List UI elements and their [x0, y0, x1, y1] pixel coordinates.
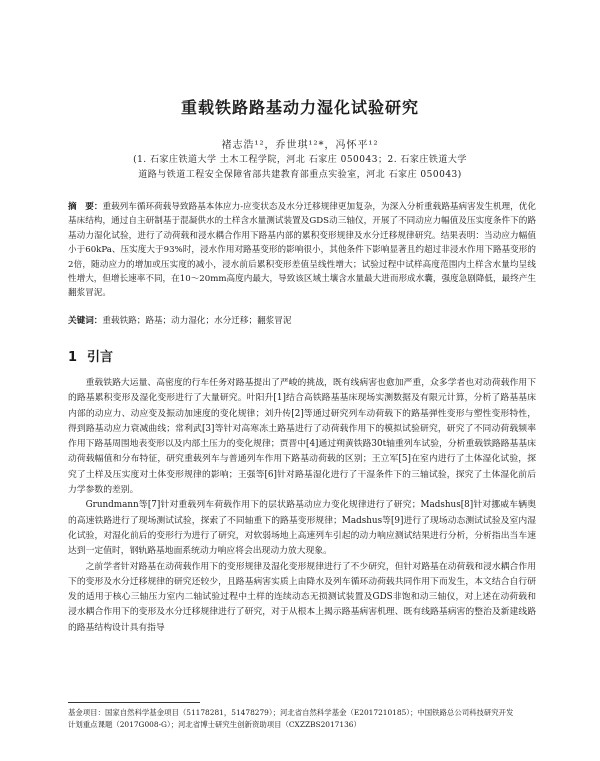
keywords-text: 重载铁路；路基；动力湿化；水分迁移；翻浆冒泥 [102, 316, 292, 326]
footnote-line-2: 计划重点课题（2017G008-G）；河北省博士研究生创新资助项目（CXZZBS2017136） [68, 719, 361, 729]
abstract-text: 重载列车循环荷载导致路基本体应力-应变状态及水分迁移规律更加复杂，为深入分析重载路基病害发生机理，优化基床结构，通过自主研制基于混凝供水的土样含水量测试装置及GDS动三轴仪，开展了不同动应力幅值及压实度条件下的路基动力湿化试验，进行了动荷载和浸水耦合作用下路基内部的累积变形规律及水分迁移规律研究。结果表明：当动应力幅值小于60kPa、压实度大于93%时，浸水作用对路基变形的影响很小，其他条件下影响显著且约超过非浸水作用下路基变形的2倍，随动应力的增加或压实度的减小，浸水前后累积变形差值呈线性增大；试验过程中试样高度范围内土样含水量均呈线性增大，但增长速率不同，在10～20mm高度内最大，导致该区域土壤含水量最大进而形成水囊，强度急剧降低，最终产生翻浆冒泥。 [68, 202, 536, 299]
section-title: 引言 [87, 350, 114, 365]
body-paragraph-1: 重载铁路大运量、高密度的行车任务对路基提出了严峻的挑战，既有线病害也愈加严重，众多学者也对动荷载作用下的路基累积变形及湿化变形进行了大量研究。叶阳升[1]结合高铁路基基床现场实测数据及有限元计算，分析了路基基床内部的动应力、动应变及振动加速度的变化规律；刘升传[2]等通过研究列车动荷载下的路基弹性变形与塑性变形特性，得到路基动应力衰减曲线；常利武[3]等针对高寒冻土路基进行了动荷载作用下的模拟试验研究，研究了不同动荷载频率作用下路基周围地表变形以及内部土压力的变化规律；贾晋中[4]通过朔黄铁路30t轴重列车试验，分析重载铁路路基基床动荷载幅值和分布特征，研究重载列车与普通列车作用下路基动荷载的区别；王立军[5]在室内进行了土体湿化试验，探究了土样及压实度对土体变形规律的影响；王强等[6]针对路基湿化进行了干湿条件下的三轴试验，探究了土体湿化前后力学参数的差别。 [68, 378, 536, 496]
author-list: 褚志浩¹²，乔世琪¹²*，冯怀平¹² [221, 140, 379, 151]
abstract [68, 200, 536, 301]
funding-footnote [68, 707, 536, 730]
section-number: 1 [68, 350, 78, 365]
body-text [68, 376, 536, 636]
affiliation-line-2: 道路与铁道工程安全保障省部共建教育部重点实验室，河北 石家庄 050043) [138, 170, 462, 180]
keywords-label: 关键词： [68, 316, 103, 326]
keywords [68, 314, 536, 326]
body-paragraph-2: Grundmann等[7]针对重载列车荷载作用下的层状路基动应力变化规律进行了研究；Madshus[8]针对挪威车辆奥的高速铁路进行了现场测试试验，探索了不同轴重下的路基变形规律；Madshus等[9]进行了现场动态测试试验及室内湿化试验，对湿化前后的变形行为进行了研究，对软弱场地上高速列车引起的动力响应测试结果进行分析，分析指出当车速达到一定值时，钢轨路基地面系统动力响应将会出现动力放大现象。 [68, 500, 536, 557]
section-heading [68, 346, 113, 365]
body-paragraph-3: 之前学者针对路基在动荷载作用下的变形规律及湿化变形规律进行了不少研究，但针对路基在动荷载和浸水耦合作用下的变形及水分迁移规律的研究还较少，且路基病害实质上由降水及列车循环动荷载共同作用下而发生，本文结合自行研发的适用于核心三轴压力室内二轴试验过程中土样的连续动态无损测试装置及GDS非饱和动三轴仪，对上述在动荷载和浸水耦合作用下的变形及水分迁移规律进行了研究，对于从根本上揭示路基病害机理、既有线路基病害的整治及新建线路的路基结构设计具有指导 [68, 561, 536, 633]
footnote-divider [68, 702, 200, 703]
abstract-label: 摘 要： [68, 202, 103, 212]
paper-title: 重载铁路路基动力湿化试验研究 [180, 98, 419, 117]
affiliation-line-1: (1. 石家庄铁道大学 土木工程学院，河北 石家庄 050043；2. 石家庄铁道大学 [133, 155, 467, 165]
footnote-line-1: 基金项目：国家自然科学基金项目（51178281，51478279）；河北省自然科学基金（E2017210185）；中国铁路总公司科技研究开发 [68, 708, 514, 717]
